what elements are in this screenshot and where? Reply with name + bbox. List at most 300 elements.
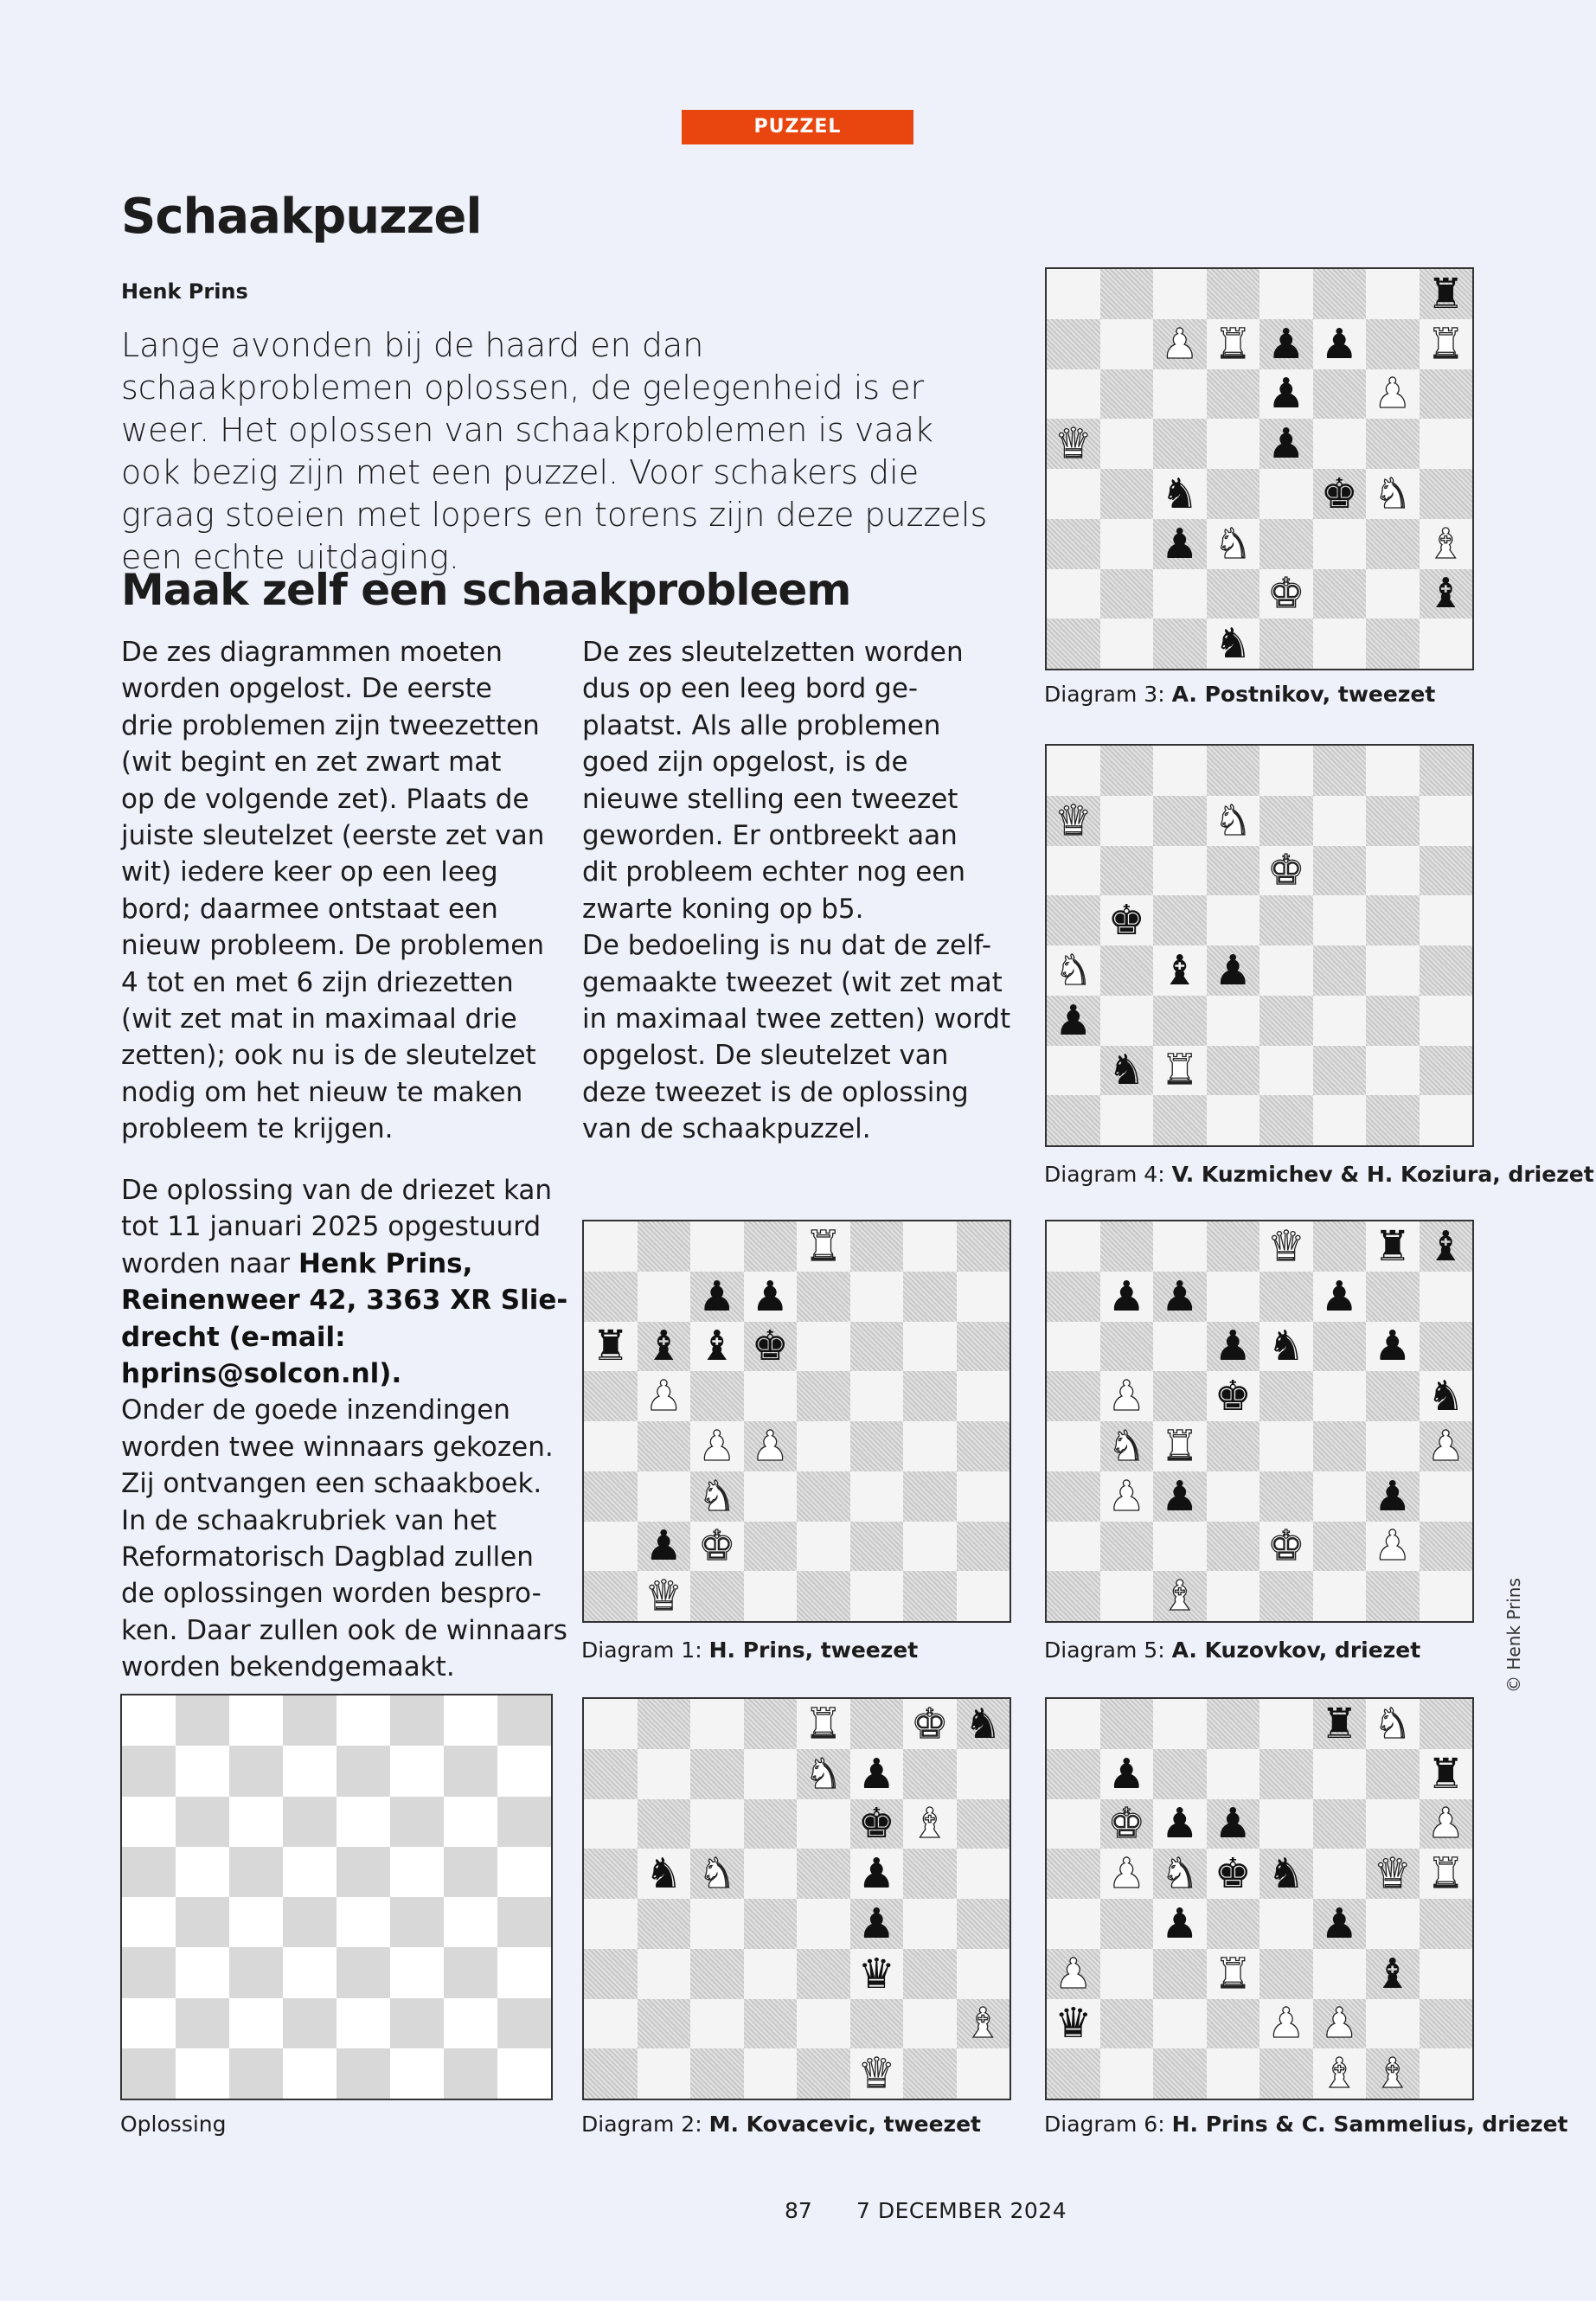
board-square — [1207, 2048, 1260, 2099]
board-square — [1313, 1046, 1367, 1096]
board-square — [444, 1897, 497, 1947]
board-square — [744, 2048, 798, 2099]
board-square — [337, 1847, 390, 1897]
board-square — [744, 1522, 798, 1572]
board-square — [850, 1272, 904, 1322]
caption-title: V. Kuzmichev & H. Koziura, driezet — [1171, 1162, 1594, 1187]
board-square — [1420, 1999, 1473, 2049]
chessboard-diagram-5 — [1045, 1220, 1474, 1623]
board-square — [1207, 1522, 1260, 1572]
board-square — [744, 1999, 798, 2049]
white-rook-icon: ♜ — [1214, 1949, 1252, 1998]
board-square — [744, 1571, 798, 1621]
board-square — [690, 1999, 744, 2049]
black-bishop-icon: ♝ — [698, 1322, 736, 1371]
white-bishop-icon: ♝ — [1161, 1572, 1199, 1621]
board-square — [229, 2048, 283, 2099]
board-square — [1420, 1571, 1473, 1621]
board-square — [1207, 895, 1260, 945]
board-square — [903, 1849, 957, 1899]
board-square — [176, 1746, 229, 1796]
white-bishop-icon: ♝ — [1374, 2049, 1412, 2099]
caption-label: Diagram 6: — [1044, 2112, 1165, 2137]
board-square — [1313, 895, 1367, 945]
board-square — [638, 1522, 691, 1572]
board-square — [850, 1749, 904, 1799]
board-square — [1366, 519, 1420, 569]
board-square — [744, 1371, 798, 1421]
board-square — [690, 1571, 744, 1621]
board-square — [1259, 1949, 1313, 1999]
white-king-icon: ♚ — [1267, 846, 1305, 895]
caption-title: H. Prins, tweezet — [708, 1638, 919, 1663]
caption-label: Diagram 2: — [581, 2112, 702, 2137]
board-square — [1366, 1371, 1420, 1421]
board-square — [1366, 1799, 1420, 1849]
board-square — [497, 2048, 551, 2099]
board-square — [1259, 269, 1313, 319]
board-square — [1313, 2048, 1367, 2099]
board-square — [497, 1998, 551, 2048]
white-rook-icon: ♜ — [804, 1221, 843, 1271]
chessboard-diagram-3 — [1045, 267, 1474, 670]
white-rook-icon: ♜ — [1214, 319, 1252, 369]
board-square — [1047, 1799, 1100, 1849]
board-square — [1207, 846, 1260, 896]
board-square — [1259, 1849, 1313, 1899]
board-square — [957, 1949, 1010, 1999]
board-square — [638, 1322, 691, 1372]
board-square — [850, 1322, 904, 1372]
board-square — [1366, 1272, 1420, 1322]
black-bishop-icon: ♝ — [1161, 945, 1199, 995]
board-square — [1100, 319, 1154, 369]
board-square — [283, 1998, 337, 2048]
board-square — [1207, 1899, 1260, 1949]
board-square — [1100, 419, 1154, 469]
board-square — [1153, 419, 1207, 469]
board-square — [444, 1746, 497, 1796]
board-square — [957, 1322, 1010, 1372]
board-square — [1313, 1999, 1367, 2049]
board-square — [1047, 569, 1100, 619]
board-square — [638, 1471, 691, 1522]
board-square — [744, 1799, 798, 1849]
board-square — [1153, 1999, 1207, 2049]
board-square — [1259, 1371, 1313, 1421]
white-pawn-icon: ♟ — [751, 1421, 789, 1471]
board-square — [903, 1749, 957, 1799]
board-square — [1100, 469, 1154, 519]
board-square — [1153, 1471, 1207, 1522]
board-square — [390, 1847, 444, 1897]
board-square — [1047, 996, 1100, 1046]
white-pawn-icon: ♟ — [1054, 1949, 1093, 1998]
chessboard-diagram-2 — [582, 1697, 1011, 2100]
white-king-icon: ♚ — [1267, 1522, 1305, 1571]
board-square — [638, 1571, 691, 1621]
board-square — [584, 2048, 638, 2099]
black-pawn-icon: ♟ — [1267, 319, 1305, 369]
board-square — [1420, 1322, 1473, 1372]
board-square — [957, 1272, 1010, 1322]
board-square — [744, 1471, 798, 1522]
caption-label: Diagram 4: — [1044, 1162, 1165, 1187]
board-square — [1153, 945, 1207, 996]
board-square — [1207, 319, 1260, 369]
board-square — [1047, 1272, 1100, 1322]
board-square — [1313, 1799, 1367, 1849]
caption-diagram-2 — [581, 2112, 981, 2137]
board-square — [638, 1272, 691, 1322]
board-square — [1100, 569, 1154, 619]
black-rook-icon: ♜ — [592, 1322, 630, 1371]
black-rook-icon: ♜ — [1320, 1699, 1358, 1748]
white-knight-icon: ♞ — [698, 1849, 736, 1899]
white-rook-icon: ♜ — [1426, 319, 1465, 369]
board-square — [1100, 1421, 1154, 1471]
board-square — [903, 1999, 957, 2049]
board-square — [1420, 619, 1473, 669]
board-square — [444, 1947, 497, 1997]
board-square — [1259, 1799, 1313, 1849]
board-square — [1100, 1095, 1154, 1145]
board-square — [1100, 796, 1154, 846]
board-square — [337, 1998, 390, 2048]
board-square — [797, 1221, 850, 1272]
board-square — [744, 1272, 798, 1322]
white-knight-icon: ♞ — [1054, 945, 1093, 995]
board-square — [1100, 1221, 1154, 1272]
board-square — [1047, 419, 1100, 469]
black-pawn-icon: ♟ — [1161, 519, 1199, 568]
black-pawn-icon: ♟ — [1214, 1322, 1252, 1371]
board-square — [690, 1699, 744, 1749]
contact-address: Henk Prins, Reinenweer 42, 3363 XR Slie- drecht (e-mail: hprins@solcon.nl). — [121, 1247, 568, 1390]
board-square — [850, 1899, 904, 1949]
board-square — [1313, 619, 1367, 669]
board-square — [283, 1797, 337, 1847]
column2-paragraph: De zes sleutelzetten worden dus op een leeg bord ge- plaatst. Als alle problemen goed zijn opgelost, is de nieuwe stelling een tweezet geworden. Er ontbreekt aan dit probleem echter nog een zwarte koning op b5. De bedoeling is nu dat de zelf- gemaakte tweezet (wit zet mat in maximaal twee zetten) wordt opgelost. De sleutelzet van deze tweezet is de oplossing van de schaakpuzzel. — [582, 637, 1011, 1145]
board-square — [1047, 1095, 1100, 1145]
board-square — [797, 1699, 850, 1749]
board-square — [1313, 1095, 1367, 1145]
board-square — [903, 1322, 957, 1372]
black-bishop-icon: ♝ — [1426, 569, 1465, 619]
board-square — [797, 1371, 850, 1421]
board-square — [1047, 1999, 1100, 2049]
black-bishop-icon: ♝ — [1374, 1949, 1412, 1998]
board-square — [1366, 469, 1420, 519]
white-king-icon: ♚ — [1267, 569, 1305, 619]
board-square — [1366, 1849, 1420, 1899]
board-square — [497, 1847, 551, 1897]
black-king-icon: ♚ — [1214, 1849, 1252, 1899]
board-square — [638, 1849, 691, 1899]
board-square — [850, 1421, 904, 1471]
board-square — [229, 1797, 283, 1847]
board-square — [1153, 1699, 1207, 1749]
board-square — [1153, 269, 1207, 319]
board-square — [1207, 1371, 1260, 1421]
board-square — [229, 1998, 283, 2048]
board-square — [1420, 1799, 1473, 1849]
board-square — [1047, 369, 1100, 420]
board-square — [390, 1947, 444, 1997]
board-square — [903, 1699, 957, 1749]
board-square — [1047, 519, 1100, 569]
board-square — [1047, 1471, 1100, 1522]
board-square — [797, 2048, 850, 2099]
white-knight-icon: ♞ — [1107, 1421, 1145, 1471]
board-square — [1207, 469, 1260, 519]
board-square — [1420, 746, 1473, 796]
board-square — [1207, 369, 1260, 420]
board-square — [1100, 1899, 1154, 1949]
black-bishop-icon: ♝ — [1426, 1221, 1465, 1271]
board-square — [1100, 746, 1154, 796]
board-square — [283, 1897, 337, 1947]
section-tag: PUZZEL — [682, 110, 913, 144]
board-square — [1366, 1699, 1420, 1749]
board-square — [1100, 269, 1154, 319]
board-square — [1207, 796, 1260, 846]
board-square — [390, 1797, 444, 1847]
board-square — [444, 1797, 497, 1847]
board-square — [1259, 1471, 1313, 1522]
white-pawn-icon: ♟ — [1107, 1471, 1145, 1521]
white-queen-icon: ♛ — [1054, 796, 1093, 845]
board-square — [444, 1847, 497, 1897]
board-square — [1366, 1046, 1420, 1096]
board-square — [176, 2048, 229, 2099]
board-square — [1207, 1421, 1260, 1471]
board-square — [744, 1699, 798, 1749]
board-square — [1420, 469, 1473, 519]
board-square — [1259, 519, 1313, 569]
board-square — [1420, 1749, 1473, 1799]
white-knight-icon: ♞ — [1214, 519, 1252, 568]
board-square — [1153, 1221, 1207, 1272]
board-square — [1047, 1322, 1100, 1372]
board-square — [903, 1471, 957, 1522]
white-bishop-icon: ♝ — [1320, 2049, 1358, 2099]
board-square — [584, 1749, 638, 1799]
board-square — [1366, 1522, 1420, 1572]
board-square — [1100, 619, 1154, 669]
board-square — [1366, 1221, 1420, 1272]
black-pawn-icon: ♟ — [1161, 1899, 1199, 1948]
board-square — [1259, 569, 1313, 619]
board-square — [1420, 895, 1473, 945]
black-knight-icon: ♞ — [1267, 1322, 1305, 1371]
board-square — [850, 1221, 904, 1272]
white-pawn-icon: ♟ — [1426, 1421, 1465, 1471]
board-square — [903, 1571, 957, 1621]
board-square — [1100, 1999, 1154, 2049]
board-square — [1366, 269, 1420, 319]
board-square — [1207, 746, 1260, 796]
board-square — [1207, 1095, 1260, 1145]
board-square — [1259, 1272, 1313, 1322]
board-square — [283, 1695, 337, 1746]
chessboard-diagram-6 — [1045, 1697, 1474, 2100]
black-queen-icon: ♛ — [1054, 1999, 1093, 2048]
board-square — [638, 1899, 691, 1949]
board-square — [850, 2048, 904, 2099]
board-square — [1420, 319, 1473, 369]
board-square — [1420, 569, 1473, 619]
board-square — [957, 1471, 1010, 1522]
board-square — [122, 1695, 176, 1746]
board-square — [1313, 996, 1367, 1046]
section-heading: Maak zelf een schaakprobleem — [121, 565, 851, 615]
board-square — [1207, 996, 1260, 1046]
board-square — [584, 1899, 638, 1949]
white-knight-icon: ♞ — [1161, 1849, 1199, 1899]
board-square — [1313, 269, 1367, 319]
board-square — [584, 1522, 638, 1572]
board-square — [1313, 319, 1367, 369]
black-pawn-icon: ♟ — [751, 1272, 789, 1321]
board-square — [1100, 1749, 1154, 1799]
board-square — [1366, 945, 1420, 996]
board-square — [1313, 1849, 1367, 1899]
board-square — [744, 1899, 798, 1949]
board-square — [337, 1947, 390, 1997]
board-square — [1366, 569, 1420, 619]
board-square — [850, 1571, 904, 1621]
board-square — [1366, 1749, 1420, 1799]
board-square — [1047, 269, 1100, 319]
white-king-icon: ♚ — [1107, 1799, 1145, 1849]
board-square — [1207, 1322, 1260, 1372]
caption-diagram-5 — [1044, 1638, 1420, 1663]
board-square — [1313, 1421, 1367, 1471]
board-square — [1100, 996, 1154, 1046]
board-square — [584, 1322, 638, 1372]
board-square — [690, 1799, 744, 1849]
caption-label: Diagram 3: — [1044, 682, 1165, 707]
board-square — [1313, 419, 1367, 469]
board-square — [1100, 1046, 1154, 1096]
board-square — [1313, 1272, 1367, 1322]
board-square — [957, 1799, 1010, 1849]
chessboard-diagram-1 — [582, 1220, 1011, 1623]
board-square — [337, 1746, 390, 1796]
board-square — [1047, 1046, 1100, 1096]
board-square — [1153, 1749, 1207, 1799]
board-square — [957, 1899, 1010, 1949]
black-pawn-icon: ♟ — [1267, 369, 1305, 419]
black-pawn-icon: ♟ — [1107, 1749, 1145, 1798]
board-square — [1259, 369, 1313, 420]
black-pawn-icon: ♟ — [1161, 1272, 1199, 1321]
board-square — [957, 1749, 1010, 1799]
board-square — [584, 1949, 638, 1999]
board-square — [1153, 319, 1207, 369]
white-pawn-icon: ♟ — [1374, 1522, 1412, 1571]
board-square — [1207, 1571, 1260, 1621]
board-square — [1153, 469, 1207, 519]
board-square — [337, 1797, 390, 1847]
board-square — [1313, 519, 1367, 569]
board-square — [1047, 319, 1100, 369]
board-square — [690, 1522, 744, 1572]
chessboard-diagram-4 — [1045, 744, 1474, 1147]
column1-paragraph1: De zes diagrammen moeten worden opgelost. De eerste drie problemen zijn tweezetten (wit begint en zet zwart mat op de volgende zet). Plaats de juiste sleutelzet (eerste zet van wit) iedere keer op een leeg bord; daarmee ontstaat een nieuw probleem. De problemen 4 tot en met 6 zijn driezetten (wit zet mat in maximaal drie zetten); ook nu is de sleutelzet nodig om het nieuw te maken probleem te krijgen. — [121, 637, 545, 1145]
board-square — [1313, 1221, 1367, 1272]
board-square — [1207, 419, 1260, 469]
board-square — [1313, 569, 1367, 619]
board-square — [283, 2048, 337, 2099]
board-square — [122, 1797, 176, 1847]
board-square — [638, 1221, 691, 1272]
black-pawn-icon: ♟ — [1214, 1799, 1252, 1849]
board-square — [1259, 1221, 1313, 1272]
white-king-icon: ♚ — [911, 1699, 949, 1748]
board-square — [1207, 945, 1260, 996]
board-square — [122, 1998, 176, 2048]
board-square — [1259, 319, 1313, 369]
board-square — [1047, 2048, 1100, 2099]
white-queen-icon: ♛ — [1374, 1849, 1412, 1899]
board-square — [176, 1797, 229, 1847]
board-square — [638, 1699, 691, 1749]
white-king-icon: ♚ — [698, 1522, 736, 1571]
board-square — [850, 1371, 904, 1421]
board-square — [850, 1999, 904, 2049]
black-pawn-icon: ♟ — [1320, 319, 1358, 369]
board-square — [390, 2048, 444, 2099]
board-square — [1047, 469, 1100, 519]
board-square — [1259, 746, 1313, 796]
board-square — [1153, 619, 1207, 669]
white-pawn-icon: ♟ — [1161, 319, 1199, 369]
board-square — [1207, 1046, 1260, 1096]
solution-chessboard — [120, 1694, 553, 2100]
board-square — [497, 1947, 551, 1997]
page-number: 87 — [785, 2198, 812, 2223]
board-square — [1420, 1095, 1473, 1145]
board-square — [957, 1571, 1010, 1621]
board-square — [1420, 1371, 1473, 1421]
caption-title: M. Kovacevic, tweezet — [708, 2112, 982, 2137]
board-square — [797, 1421, 850, 1471]
board-square — [1420, 1272, 1473, 1322]
board-square — [1259, 2048, 1313, 2099]
board-square — [690, 1322, 744, 1372]
white-pawn-icon: ♟ — [1107, 1849, 1145, 1899]
board-square — [1366, 1322, 1420, 1372]
board-square — [1100, 1799, 1154, 1849]
board-square — [1153, 1899, 1207, 1949]
white-rook-icon: ♜ — [1161, 1046, 1199, 1095]
board-square — [850, 1949, 904, 1999]
caption-diagram-1 — [581, 1638, 918, 1663]
board-square — [1420, 519, 1473, 569]
board-square — [337, 1897, 390, 1947]
board-square — [1047, 619, 1100, 669]
board-square — [122, 1897, 176, 1947]
board-square — [1366, 1471, 1420, 1522]
black-knight-icon: ♞ — [1107, 1046, 1145, 1095]
board-square — [229, 1695, 283, 1746]
board-square — [1153, 996, 1207, 1046]
board-square — [903, 1272, 957, 1322]
board-square — [850, 1471, 904, 1522]
black-knight-icon: ♞ — [1214, 619, 1252, 669]
